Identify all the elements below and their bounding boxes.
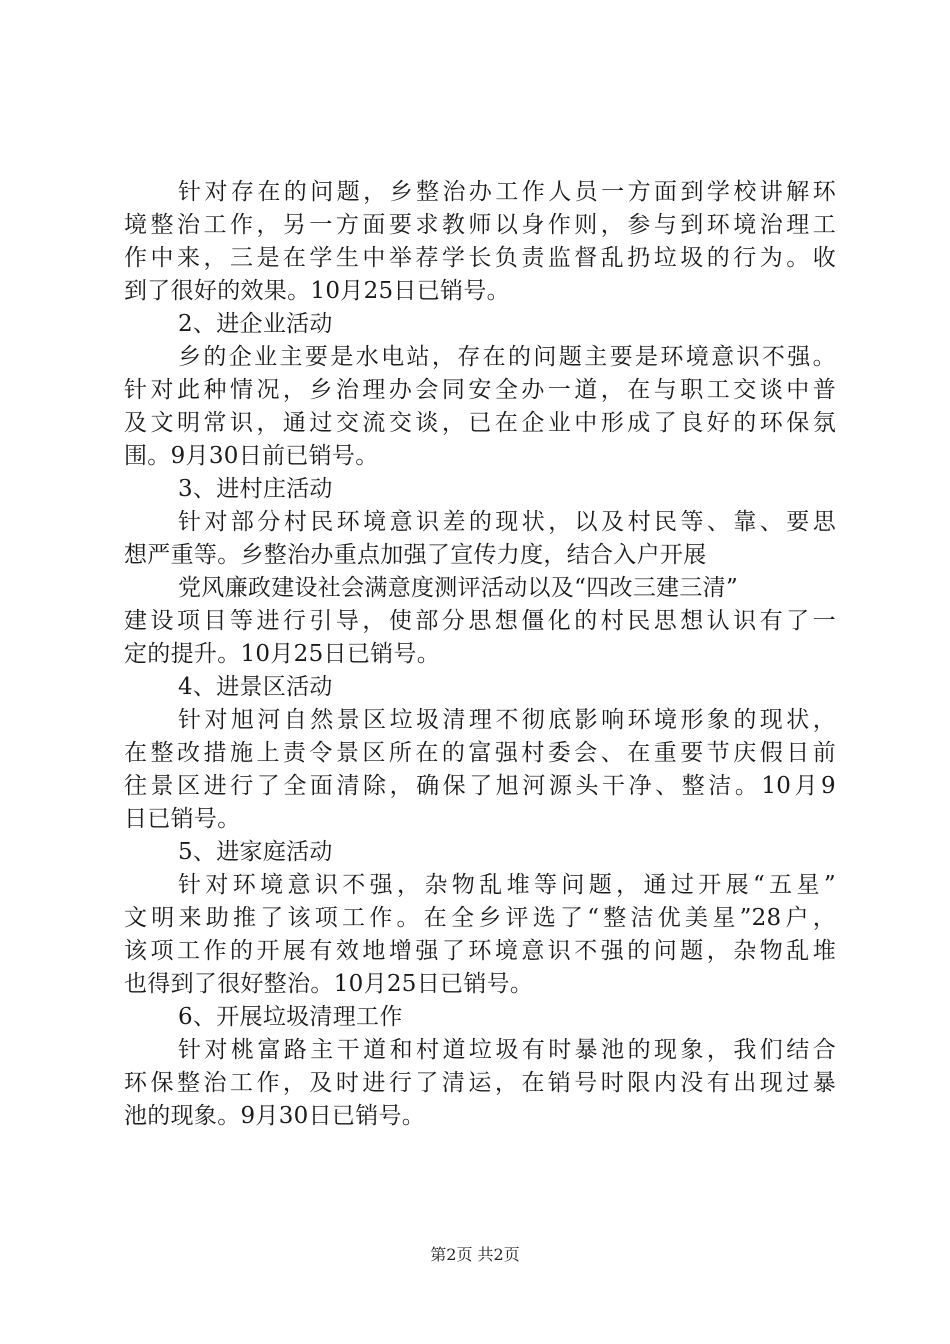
paragraph-line: 到了很好的效果。10月25日已销号。 bbox=[124, 278, 510, 304]
paragraph-line: 日已销号。 bbox=[124, 806, 241, 832]
paragraph-line: 及文明常识，通过交流交谈，已在企业中形成了良好的环保氛 bbox=[124, 410, 836, 436]
paragraph-line: 针对部分村民环境意识差的现状，以及村民等、靠、要思 bbox=[178, 509, 836, 535]
section-heading: 3、进村庄活动 bbox=[178, 476, 333, 502]
section-heading: 2、进企业活动 bbox=[178, 311, 333, 337]
paragraph-line: 定的提升。10月25日已销号。 bbox=[124, 641, 441, 667]
paragraph-line: 环保整治工作，及时进行了清运，在销号时限内没有出现过暴 bbox=[124, 1070, 836, 1096]
document-body bbox=[124, 176, 836, 1133]
section-heading: 6、开展垃圾清理工作 bbox=[178, 1004, 403, 1030]
paragraph-line: 针对环境意识不强，杂物乱堆等问题，通过开展“五星” bbox=[178, 872, 836, 898]
paragraph-line: 也得到了很好整治。10月25日已销号。 bbox=[124, 971, 534, 997]
paragraph-line: 作中来，三是在学生中举荐学长负责监督乱扔垃圾的行为。收 bbox=[124, 245, 836, 271]
paragraph-line: 乡的企业主要是水电站，存在的问题主要是环境意识不强。 bbox=[178, 344, 836, 370]
paragraph-line: 党风廉政建设社会满意度测评活动以及“四改三建三清” bbox=[178, 575, 739, 601]
paragraph-line: 境整治工作，另一方面要求教师以身作则，参与到环境治理工 bbox=[124, 212, 836, 238]
paragraph-line: 建设项目等进行引导，使部分思想僵化的村民思想认识有了一 bbox=[124, 608, 836, 634]
paragraph-line: 针对旭河自然景区垃圾清理不彻底影响环境形象的现状， bbox=[178, 707, 836, 733]
paragraph-line: 文明来助推了该项工作。在全乡评选了“整洁优美星”28户， bbox=[124, 905, 836, 931]
paragraph-line: 针对此种情况，乡治理办会同安全办一道，在与职工交谈中普 bbox=[124, 377, 836, 403]
paragraph-line: 往景区进行了全面清除，确保了旭河源头干净、整洁。10月9 bbox=[124, 773, 836, 799]
section-heading: 4、进景区活动 bbox=[178, 674, 333, 700]
paragraph-line: 想严重等。乡整治办重点加强了宣传力度，结合入户开展 bbox=[124, 542, 707, 568]
paragraph-line: 围。9月30日前已销号。 bbox=[124, 443, 379, 469]
section-heading: 5、进家庭活动 bbox=[178, 839, 333, 865]
paragraph-line: 该项工作的开展有效地增强了环境意识不强的问题，杂物乱堆 bbox=[124, 938, 836, 964]
paragraph-line: 针对桃富路主干道和村道垃圾有时暴池的现象，我们结合 bbox=[178, 1037, 836, 1063]
paragraph-line: 在整改措施上责令景区所在的富强村委会、在重要节庆假日前 bbox=[124, 740, 836, 766]
page-footer bbox=[0, 1245, 950, 1265]
paragraph-line: 针对存在的问题，乡整治办工作人员一方面到学校讲解环 bbox=[178, 179, 836, 205]
page-number: 第2页 共2页 bbox=[430, 1245, 520, 1264]
paragraph-line: 池的现象。9月30日已销号。 bbox=[124, 1103, 426, 1129]
